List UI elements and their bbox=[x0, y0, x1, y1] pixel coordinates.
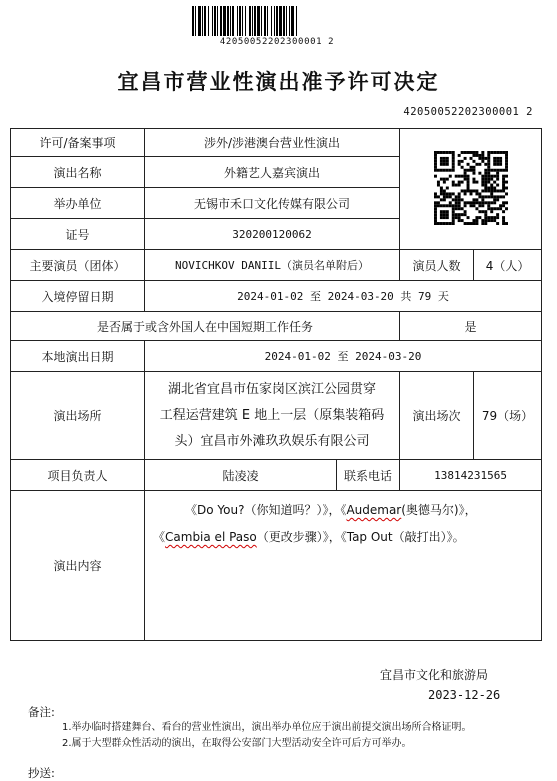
organizer-label: 举办单位 bbox=[11, 188, 145, 219]
venue-label: 演出场所 bbox=[11, 372, 145, 460]
item-value: 涉外/涉港澳台营业性演出 bbox=[145, 129, 400, 157]
note-1: 1.举办临时搭建舞台、看台的营业性演出，演出举办单位应于演出前提交演出场所合格证明。 bbox=[62, 722, 472, 733]
venue-line-1: 湖北省宜昌市伍家岗区滨江公园贯穿 bbox=[168, 381, 377, 397]
venue-line-3: 头）宜昌市外滩玖玖娱乐有限公司 bbox=[174, 433, 370, 449]
phone-label: 联系电话 bbox=[337, 460, 400, 491]
barcode-number: 42050052202300001 2 bbox=[219, 37, 335, 47]
cert-value: 320200120062 bbox=[145, 219, 400, 250]
work-task-label: 是否属于或含外国人在中国短期工作任务 bbox=[11, 312, 400, 341]
content-part-e: Cambia el Paso bbox=[165, 530, 257, 544]
performer-label: 主要演员（团体） bbox=[11, 250, 145, 281]
manager-value: 陆凌凌 bbox=[145, 460, 337, 491]
manager-label: 项目负责人 bbox=[11, 460, 145, 491]
issue-date: 2023-12-26 bbox=[428, 688, 501, 702]
document-number: 42050052202300001 2 bbox=[403, 106, 533, 118]
content-part-b: Audemar bbox=[346, 503, 402, 517]
entry-date-value: 2024-01-02 至 2024-03-20 共 79 天 bbox=[145, 281, 542, 312]
work-task-value: 是 bbox=[400, 312, 542, 341]
venue-line-2: 工程运营建筑 E 地上一层（原集装箱码 bbox=[159, 407, 385, 423]
entry-date-label: 入境停留日期 bbox=[11, 281, 145, 312]
organizer-value: 无锡市禾口文化传媒有限公司 bbox=[145, 188, 400, 219]
qr-code bbox=[434, 151, 508, 225]
content-value bbox=[145, 491, 542, 641]
content-part-f: （更改步骤）》，《Tap Out（敲打出）》。 bbox=[256, 530, 465, 544]
notes-label: 备注: bbox=[28, 705, 55, 719]
show-name-label: 演出名称 bbox=[11, 157, 145, 188]
document-title: 宜昌市营业性演出准予许可决定 bbox=[117, 69, 440, 94]
performer-count-value: 4（人） bbox=[474, 250, 542, 281]
show-name-value: 外籍艺人嘉宾演出 bbox=[145, 157, 400, 188]
content-label: 演出内容 bbox=[11, 491, 145, 641]
sessions-label: 演出场次 bbox=[400, 372, 474, 460]
barcode bbox=[192, 6, 362, 36]
qr-cell bbox=[400, 129, 542, 250]
local-date-label: 本地演出日期 bbox=[11, 341, 145, 372]
sessions-value: 79（场） bbox=[474, 372, 542, 460]
issuer: 宜昌市文化和旅游局 bbox=[380, 668, 489, 682]
permit-form-table bbox=[10, 128, 542, 641]
content-part-c: (奥德马尔)》， bbox=[401, 503, 477, 517]
venue-value bbox=[145, 372, 400, 460]
cert-label: 证号 bbox=[11, 219, 145, 250]
phone-value: 13814231565 bbox=[400, 460, 542, 491]
item-label: 许可/备案事项 bbox=[11, 129, 145, 157]
performer-count-label: 演员人数 bbox=[400, 250, 474, 281]
content-part-d: 《 bbox=[153, 530, 166, 544]
performer-value: NOVICHKOV DANIIL（演员名单附后） bbox=[145, 250, 400, 281]
cc-label: 抄送: bbox=[28, 766, 55, 780]
local-date-value: 2024-01-02 至 2024-03-20 bbox=[145, 341, 542, 372]
note-2: 2.属于大型群众性活动的演出，在取得公安部门大型活动安全许可后方可举办。 bbox=[62, 738, 412, 749]
content-part-a: 《Do You?（你知道吗？）》，《 bbox=[185, 503, 347, 517]
